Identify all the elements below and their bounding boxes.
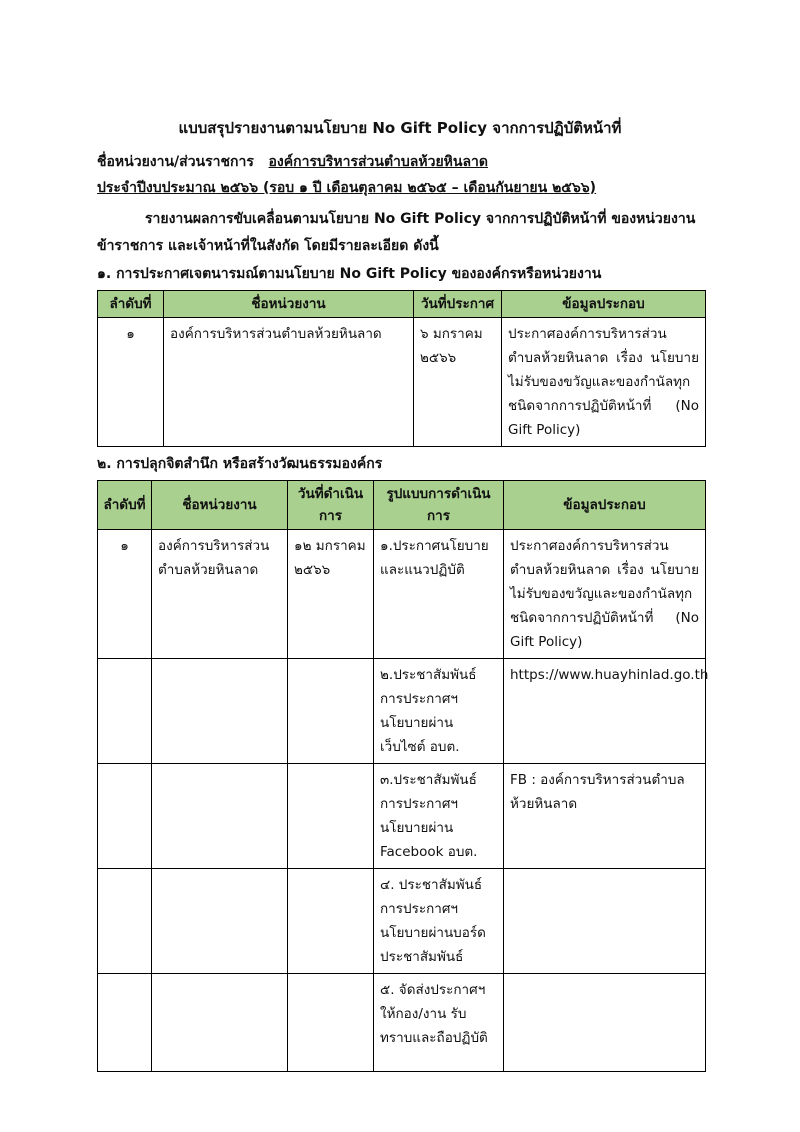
col-header-no: ลำดับที่	[98, 291, 164, 318]
col-header-agency: ชื่อหน่วยงาน	[164, 291, 414, 318]
cell-info	[504, 974, 706, 1072]
table-row	[98, 659, 706, 764]
cell-date	[288, 764, 374, 869]
cell-date	[288, 974, 374, 1072]
cell-agency	[152, 974, 288, 1072]
table-header-row	[98, 481, 706, 530]
col-header-date: วันที่ดำเนินการ	[288, 481, 374, 530]
col-header-agency: ชื่อหน่วยงาน	[152, 481, 288, 530]
fiscal-year-line: ประจำปีงบประมาณ ๒๕๖๖ (รอบ ๑ ปี เดือนตุลาคม ๒๕๖๕ – เดือนกันยายน ๒๕๖๖)	[97, 180, 597, 196]
agency-value: องค์การบริหารส่วนตำบลห้วยหินลาด	[268, 154, 489, 170]
table-row	[98, 869, 706, 974]
cell-method: ๒.ประชาสัมพันธ์การประกาศฯ นโยบายผ่านเว็บไซต์ อบต.	[374, 659, 504, 764]
cell-agency: องค์การบริหารส่วนตำบลห้วยหินลาด	[152, 530, 288, 659]
col-header-date: วันที่ประกาศ	[414, 291, 502, 318]
cell-no	[98, 764, 152, 869]
table-header-row	[98, 291, 706, 318]
section2-heading: ๒. การปลุกจิตสำนึก หรือสร้างวัฒนธรรมองค์กร	[97, 456, 383, 472]
cell-agency	[152, 869, 288, 974]
cell-no: ๑	[98, 530, 152, 659]
table-row	[98, 974, 706, 1072]
intro-paragraph	[97, 206, 709, 260]
col-header-method: รูปแบบการดำเนินการ	[374, 481, 504, 530]
cell-method: ๑.ประกาศนโยบายและแนวปฏิบัติ	[374, 530, 504, 659]
cell-date: ๖ มกราคม ๒๕๖๖	[414, 318, 502, 447]
table-row	[98, 764, 706, 869]
agency-line	[97, 151, 488, 173]
section1-heading: ๑. การประกาศเจตนารมณ์ตามนโยบาย No Gift Policy ขององค์กรหรือหน่วยงาน	[97, 266, 602, 282]
agency-label: ชื่อหน่วยงาน/ส่วนราชการ	[97, 154, 254, 170]
cell-date: ๑๒ มกราคม ๒๕๖๖	[288, 530, 374, 659]
cell-agency	[152, 764, 288, 869]
culture-table	[97, 480, 709, 1072]
cell-no	[98, 659, 152, 764]
cell-no	[98, 974, 152, 1072]
table-row	[98, 318, 706, 447]
cell-agency	[152, 659, 288, 764]
cell-date	[288, 659, 374, 764]
cell-info: FB : องค์การบริหารส่วนตำบลห้วยหินลาด	[504, 764, 706, 869]
cell-method: ๔. ประชาสัมพันธ์การประกาศฯ นโยบายผ่านบอร์ดประชาสัมพันธ์	[374, 869, 504, 974]
col-header-info: ข้อมูลประกอบ	[502, 291, 706, 318]
cell-method: ๓.ประชาสัมพันธ์การประกาศฯ นโยบายผ่าน Facebook อบต.	[374, 764, 504, 869]
declaration-table	[97, 290, 706, 447]
cell-date	[288, 869, 374, 974]
cell-method: ๕. จัดส่งประกาศฯ ให้กอง/งาน รับทราบและถือปฏิบัติ	[374, 974, 504, 1072]
col-header-info: ข้อมูลประกอบ	[504, 481, 706, 530]
cell-no	[98, 869, 152, 974]
cell-info: ประกาศองค์การบริหารส่วนตำบลห้วยหินลาด เรื่อง นโยบายไม่รับของขวัญและของกำนัลทุกชนิดจากการปฏิบัติหน้าที่ (No Gift Policy)	[504, 530, 706, 659]
cell-no: ๑	[98, 318, 164, 447]
cell-info	[504, 869, 706, 974]
col-header-no: ลำดับที่	[98, 481, 152, 530]
cell-agency: องค์การบริหารส่วนตำบลห้วยหินลาด	[164, 318, 414, 447]
intro-text: รายงานผลการขับเคลื่อนตามนโยบาย No Gift Policy จากการปฏิบัติหน้าที่ ของหน่วยงาน ข้าราชการ และเจ้าหน้าที่ในสังกัด โดยมีรายละเอียด ดังนี้	[97, 211, 696, 254]
cell-info: ประกาศองค์การบริหารส่วนตำบลห้วยหินลาด เรื่อง นโยบายไม่รับของขวัญและของกำนัลทุกชนิดจากการปฏิบัติหน้าที่ (No Gift Policy)	[502, 318, 706, 447]
document-title: แบบสรุปรายงานตามนโยบาย No Gift Policy จากการปฏิบัติหน้าที่	[178, 119, 622, 137]
table-row	[98, 530, 706, 659]
cell-info: https://www.huayhinlad.go.th	[504, 659, 706, 764]
